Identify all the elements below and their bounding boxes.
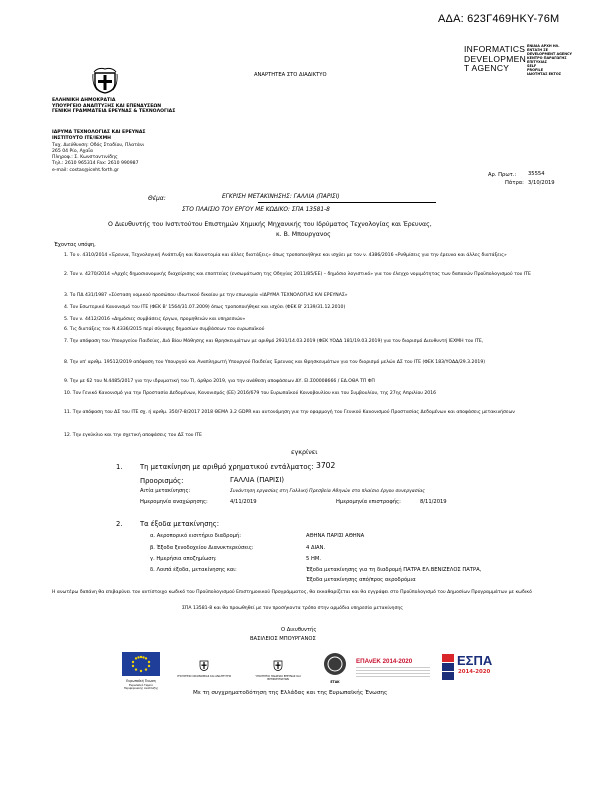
trip-reason-value: Συνάντηση εργασίας στη Γαλλική Πρεσβεία Αθηνών στο πλαίσιο έργου συνεργασίας [230,489,425,494]
date-value: 3/10/2019 [528,180,555,186]
approves-heading: εγκρίνει [291,448,318,456]
institute-line: 265 04 Ρίο, Αχαΐα [52,148,93,154]
list-item: 4. Τον Εσωτερικό Κανονισμό του ΙΤΕ (ΦΕΚ Β' 1564/31.07.2009) όπως τροποποιήθηκε και ισχύει (ΦΕΚ Β' 2139/31.12.2010) [64,305,346,310]
etak-logo [322,652,348,684]
ministry-education-label: ΥΠΟΥΡΓΕΙΟ ΠΑΙΔΕΙΑΣ ΕΡΕΥΝΑΣ ΚΑΙ ΘΡΗΣΚΕΥΜΑΤΩΝ [255,675,301,682]
logo-sub-line: ΕΝΤΑΞΗ ΣΕ [527,48,548,52]
destination-value: ΓΑΛΛΙΑ (ΠΑΡΙΣΙ) [230,476,285,484]
espa-mark-icon [442,654,454,680]
expense-label: β. Έξοδα ξενοδοχείου Διανυκτερεύσεις: [150,545,254,551]
espa-logo [442,654,504,686]
ministry-line: ΓΕΝΙΚΗ ΓΡΑΜΜΑΤΕΙΑ ΕΡΕΥΝΑΣ & ΤΕΧΝΟΛΟΓΙΑΣ [52,109,176,115]
subject-line-2: ΣΤΟ ΠΛΑΙΣΙΟ ΤΟΥ ΕΡΓΟΥ ΜΕ ΚΩΔΙΚΟ: ΣΠΑ 13581-8 [182,207,330,213]
cofinancing-caption: Με τη συγχρηματοδότηση της Ελλάδας και της Ευρωπαϊκής Ένωσης [193,690,388,696]
departure-label: Ημερομηνία αναχώρησης: [140,499,208,505]
return-value: 8/11/2019 [420,499,447,505]
espa-label: ΕΣΠΑ [457,653,493,668]
expense-value: 5 ΗΜ. [306,556,321,562]
subject-underline [258,202,436,203]
section-1-heading: Τη μετακίνηση με αριθμό χρηματικού εντάλματος: [140,463,314,471]
institute-line: e-mail: costas@iceht.forth.gr [52,167,119,173]
signature-title: Ο Διευθυντής [281,627,317,633]
informatics-agency-logo [464,45,526,74]
logo-sub-line: PROFILE [527,68,544,72]
list-item: 10. Τον Γενικό Κανονισμό για την Προστασία Δεδομένων, Κανονισμός (ΕΕ) 2016/679 του Ευρωπαϊκού Κοινοβουλίου και του Συμβουλίου, της 27ης Απριλίου 2016 [64,391,437,396]
logo-sub-line: ΕΠΙΤΥΧΙΑΣ [527,60,547,64]
list-item: 12. Την εγκύκλιο και την σχετική αποφάσεις του ΔΣ του ΙΤΕ [64,433,202,438]
institute-line: Τηλ.: 2610 965314 Fax: 2610 990987 [52,161,139,167]
list-item: 3. Το ΠΔ 431/1987 «Σύσταση νομικού προσώπου ιδιωτικού δικαίου με την επωνυμία «ΙΔΡΥΜΑ ΤΕΧΝΟΛΟΓΙΑΣ ΚΑΙ ΕΡΕΥΝΑΣ» [64,293,348,298]
logo-sub-line: DEVELOPMENT AGENCY [527,52,573,56]
ministry-line: ΕΛΛΗΝΙΚΗ ΔΗΜΟΚΡΑΤΙΑ [52,98,116,103]
institute-line: ΙΝΣΤΙΤΟΥΤΟ ΙΤΕ/ΙΕΧΜΗ [52,136,112,142]
ministry-block [52,98,175,115]
posting-notice: ΑΝΑΡΤΗΤΕΑ ΣΤΟ ΔΙΑΔΙΚΤΥΟ [254,72,327,78]
considering-label: Έχοντας υπόψη, [54,242,96,248]
etak-label: ΕΤΑΚ [330,680,340,684]
epanek-label: ΕΠΑνΕΚ 2014-2020 [356,658,413,665]
departure-value: 4/11/2019 [230,499,257,505]
closing-paragraph: Η ανωτέρω δαπάνη θα επιβαρύνει τον αντίστοιχο κωδικό του Προϋπολογισμού Επιστημονικού Προγράμματος, θα εκκαθαρίζεται και θα εγγράφει στο Προϋπολογισμό του Δημοσίων Προγραμμάτων με κωδικό [52,590,532,595]
etak-icon [322,652,348,676]
ministry-economy-logo [174,656,234,678]
closing-line: ΣΠΑ 13581-8 και θα προωθηθεί με τον προσήκοντα τρόπο στην αρμόδια υπηρεσία μετακίνησης [182,606,403,611]
greek-emblem-icon [199,660,209,671]
list-item: 6. Τις διατάξεις του Ν.4336/2015 περί σύναψης δημοσίων συμβάσεων του ευρωπαϊκού [64,327,265,332]
informatics-agency-sub [527,44,572,76]
logo-sub-line: SELF [527,64,537,68]
list-item: 9. Την με 62 του Ν.4485/2017 για την ιδρυματική του ΤΙ, άρθρο 2019, για την ανάθεση αποφάσεων ΔΥ. ΕΙ.Σ00008666 / ΕΔ.ΟΘΑ ΤΠ ΦΠ [64,379,375,384]
trip-reason-label: Αιτία μετακίνησης: [140,488,191,494]
greek-emblem-icon [273,660,283,671]
list-item: 5. Τον ν. 4412/2016 «Δημόσιες συμβάσεις έργων, προμηθειών και υπηρεσιών» [64,317,246,322]
voucher-number: 3702 [316,461,336,470]
section-2-number: 2. [116,520,123,528]
ministry-line: ΥΠΟΥΡΓΕΙΟ ΑΝΑΠΤΥΞΗΣ ΚΑΙ ΕΠΕΝΔΥΣΕΩΝ [52,103,162,109]
director-line-1: Ο Διευθυντής του Ινστιτούτου Επιστημών Χημικής Μηχανικής του Ιδρύματος Τεχνολογίας και Έρευνας, [108,221,432,228]
subject-label: Θέμα: [148,195,166,202]
ministry-economy-label: ΥΠΟΥΡΓΕΙΟ ΟΙΚΟΝΟΜΙΑΣ ΚΑΙ ΑΝΑΠΤΥΞΗΣ [176,675,232,678]
eu-sub-label: Ευρωπαϊκό Ταμείο Περιφερειακής Ανάπτυξης [123,683,159,690]
eu-flag-icon [122,652,160,676]
list-item: 2. Τον ν. 4270/2014 «Αρχές δημοσιονομικής διαχείρισης και εποπτείας (ενσωμάτωση της Οδηγίας 2011/85/ΕΕ) – δημόσιο λογιστικό» για τον έλεγχο νομιμότητας των δαπανών Προϋπολογισμού του ΙΤΕ [64,272,531,277]
date-label: Πάτρα: [505,180,524,186]
epanek-logo [356,658,434,679]
expense-value: Έξοδα μετακίνησης από/προς αεροδρόμια [306,577,416,583]
funding-logos [118,652,508,692]
eu-label: Ευρωπαϊκή Ένωση [126,679,156,683]
logo-line: DEVELOPMEN [464,53,527,64]
destination-label: Προορισμός: [140,477,184,485]
logo-sub-line: ΕΝΙΑΙΑ ΑΡΧΗ ΗΛ. [527,44,560,48]
expense-value: Έξοδα μετακίνησης για τη διαδρομή ΠΑΤΡΑ ΕΛ.ΒΕΝΙΖΕΛΟΣ ΠΑΤΡΑ, [306,567,482,573]
logo-sub-line: ΚΕΝΤΡΟ ΠΑΡΑΓΩΓΗΣ [527,56,567,60]
eu-logo [122,652,160,690]
epanek-sub-lines [356,667,430,679]
list-item: 1. Το ν. 4310/2014 «Έρευνα, Τεχνολογική Ανάπτυξη και Καινοτομία και άλλες διατάξεις» όπως τροποποιήθηκε και ισχύει με τον ν. 4386/2016 «Ρυθμίσεις για την έρευνα και άλλες διατάξεις» [64,253,507,258]
institute-line: ΙΔΡΥΜΑ ΤΕΧΝΟΛΟΓΙΑΣ ΚΑΙ ΕΡΕΥΝΑΣ [52,130,146,135]
logo-line: INFORMATICS [464,44,526,54]
expense-value: ΑΘΗΝΑ ΠΑΡΙΣΙ ΑΘΗΝΑ [306,533,365,539]
institute-line: Ταχ. Διεύθυνση: Οδός Σταδίου, Πλατάνι [52,142,145,148]
section-1-number: 1. [116,463,123,471]
list-item: 8. Την υπ' αριθμ. 19512/2019 απόφαση του Υπουργού και Αναπληρωτή Υπουργού Παιδείας Έρευνας και Θρησκευμάτων για τον διορισμό μελών ΔΣ του ΙΤΕ (ΦΕΚ 183/ΥΟΔΔ/29.3.2019) [64,360,486,365]
institute-line: Πληροφ.: Σ. Κωνσταντινίδης [52,155,118,161]
director-line-2: κ. Β. Μπουργανος [276,231,331,238]
expense-label: α. Αεροπορικό εισιτήριο διαδρομή: [150,533,241,539]
expense-label: γ. Ημερήσια αποζημίωση: [150,556,217,562]
list-item: 7. Την απόφαση του Υπουργείου Παιδείας, Διά Βίου Μάθησης και Θρησκευμάτων με αριθμό 2931/14.03.2019 (ΦΕΚ ΥΟΔΔ 181/19.03.2019) για τον διορισμό Διευθυντή ΙΕΧΜΗ του ΙΤΕ, [64,339,484,344]
ada-code: ΑΔΑ: 623Γ469ΗΚΥ-76Μ [438,13,560,25]
list-item: 11. Την απόφαση του ΔΣ του ΙΤΕ σχ. ή αριθμ. 350/7-8/2017 2018 ΘΕΜΑ 3.2 GDPR και αυτονόμηση για την εφαρμογή του Γενικού Κανονισμού Προστασίας Δεδομένων και αποφάσεις μετακινήσεων [64,410,515,415]
return-label: Ημερομηνία επιστροφής: [336,499,401,505]
section-2-heading: Τα έξοδα μετακίνησης: [140,520,220,528]
espa-years: 2014-2020 [458,669,491,675]
signature-name: ΒΑΣΙΛΕΙΟΣ ΜΠΟΥΡΓΑΝΟΣ [250,636,316,642]
protocol-label: Αρ. Πρωτ.: [488,172,517,178]
ministry-education-logo [246,656,310,681]
protocol-value: 35554 [528,171,545,177]
logo-sub-line: ΙΔΙΟΤΗΤΑΣ ΕΚΤΟΣ [527,72,562,76]
greek-emblem-icon [92,66,118,94]
logo-line: T AGENCY [464,63,510,73]
institute-block [52,130,146,174]
expense-label: δ. Λοιπά έξοδα, μετακίνησης και: [150,567,237,573]
expense-value: 4 ΔΙΑΝ. [306,545,326,551]
subject-line-1: ΕΓΚΡΙΣΗ ΜΕΤΑΚΙΝΗΣΗΣ: ΓΑΛΛΙΑ (ΠΑΡΙΣΙ) [222,194,340,200]
